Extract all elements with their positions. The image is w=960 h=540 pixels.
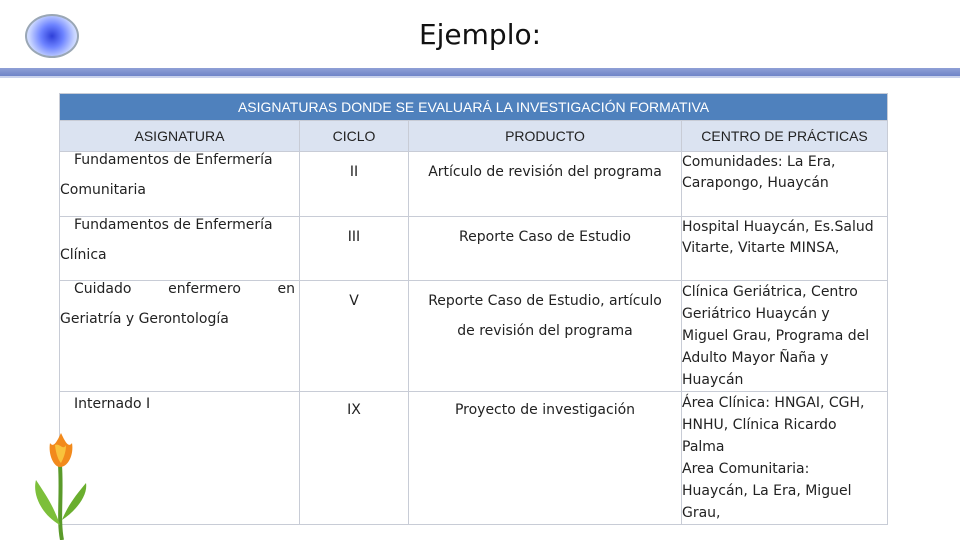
table-row (60, 152, 888, 217)
asignatura-line: Fundamentos de Enfermería (74, 217, 273, 233)
centro-line: Área Clínica: HNGAI, CGH, (682, 395, 865, 411)
cell-centro (682, 392, 888, 525)
ciclo-value: IX (347, 402, 361, 418)
centro-line: HNHU, Clínica Ricardo (682, 417, 837, 433)
cell-ciclo (300, 217, 409, 281)
cell-centro (682, 217, 888, 281)
ciclo-value: III (347, 229, 361, 245)
cell-ciclo (300, 152, 409, 217)
title-band-highlight (0, 76, 960, 78)
table-title: ASIGNATURAS DONDE SE EVALUARÁ LA INVESTIGACIÓN FORMATIVA (60, 94, 888, 121)
table-row (60, 392, 888, 525)
column-header-row (60, 121, 888, 152)
asignatura-word: en (277, 281, 295, 297)
centro-line: Clínica Geriátrica, Centro (682, 284, 858, 300)
producto-line: Reporte Caso de Estudio (459, 229, 631, 245)
column-header-asignatura: ASIGNATURA (60, 121, 300, 152)
asignatura-word: Cuidado (74, 281, 132, 297)
cell-producto (409, 281, 682, 392)
centro-line: Vitarte, Vitarte MINSA, (682, 240, 840, 256)
asignatura-line: Fundamentos de Enfermería (74, 152, 273, 168)
asignatura-word: enfermero (168, 281, 241, 297)
centro-line: Miguel Grau, Programa del (682, 328, 870, 344)
asignatura-line (60, 281, 299, 297)
centro-line: Comunidades: La Era, (682, 154, 836, 170)
producto-line: Reporte Caso de Estudio, artículo (428, 293, 662, 309)
centro-line: Palma (682, 439, 725, 455)
cell-producto (409, 392, 682, 525)
table-row (60, 281, 888, 392)
ciclo-value: V (349, 293, 359, 309)
column-header-producto: PRODUCTO (409, 121, 682, 152)
producto-line: Proyecto de investigación (454, 402, 636, 418)
cell-producto (409, 152, 682, 217)
column-header-centro: CENTRO DE PRÁCTICAS (682, 121, 888, 152)
title-band (0, 68, 960, 76)
table-row (60, 217, 888, 281)
producto-line: de revisión del programa (457, 323, 633, 339)
asignatura-line: Comunitaria (60, 182, 146, 198)
cell-asignatura (60, 217, 300, 281)
column-header-ciclo: CICLO (300, 121, 409, 152)
centro-line: Area Comunitaria: (682, 461, 810, 477)
centro-line: Huaycán (682, 372, 744, 388)
asignatura-line: Internado I (74, 396, 151, 412)
page-title: Ejemplo: (418, 18, 542, 51)
centro-line: Carapongo, Huaycán (682, 175, 829, 191)
cell-asignatura (60, 281, 300, 392)
cell-centro (682, 281, 888, 392)
cell-producto (409, 217, 682, 281)
cell-ciclo (300, 281, 409, 392)
centro-line: Hospital Huaycán, Es.Salud (682, 219, 874, 235)
asignatura-line: Clínica (60, 247, 107, 263)
tulip-decoration (22, 425, 102, 540)
cell-asignatura (60, 152, 300, 217)
cell-centro (682, 152, 888, 217)
producto-line: Artículo de revisión del programa (428, 164, 662, 180)
centro-line: Grau, (682, 505, 721, 521)
subjects-table (59, 93, 888, 525)
centro-line: Huaycán, La Era, Miguel (682, 483, 852, 499)
centro-line: Adulto Mayor Ñaña y (682, 350, 829, 366)
asignatura-line: Geriatría y Gerontología (60, 311, 229, 327)
ciclo-value: II (349, 164, 359, 180)
centro-line: Geriátrico Huaycán y (682, 306, 830, 322)
cell-ciclo (300, 392, 409, 525)
